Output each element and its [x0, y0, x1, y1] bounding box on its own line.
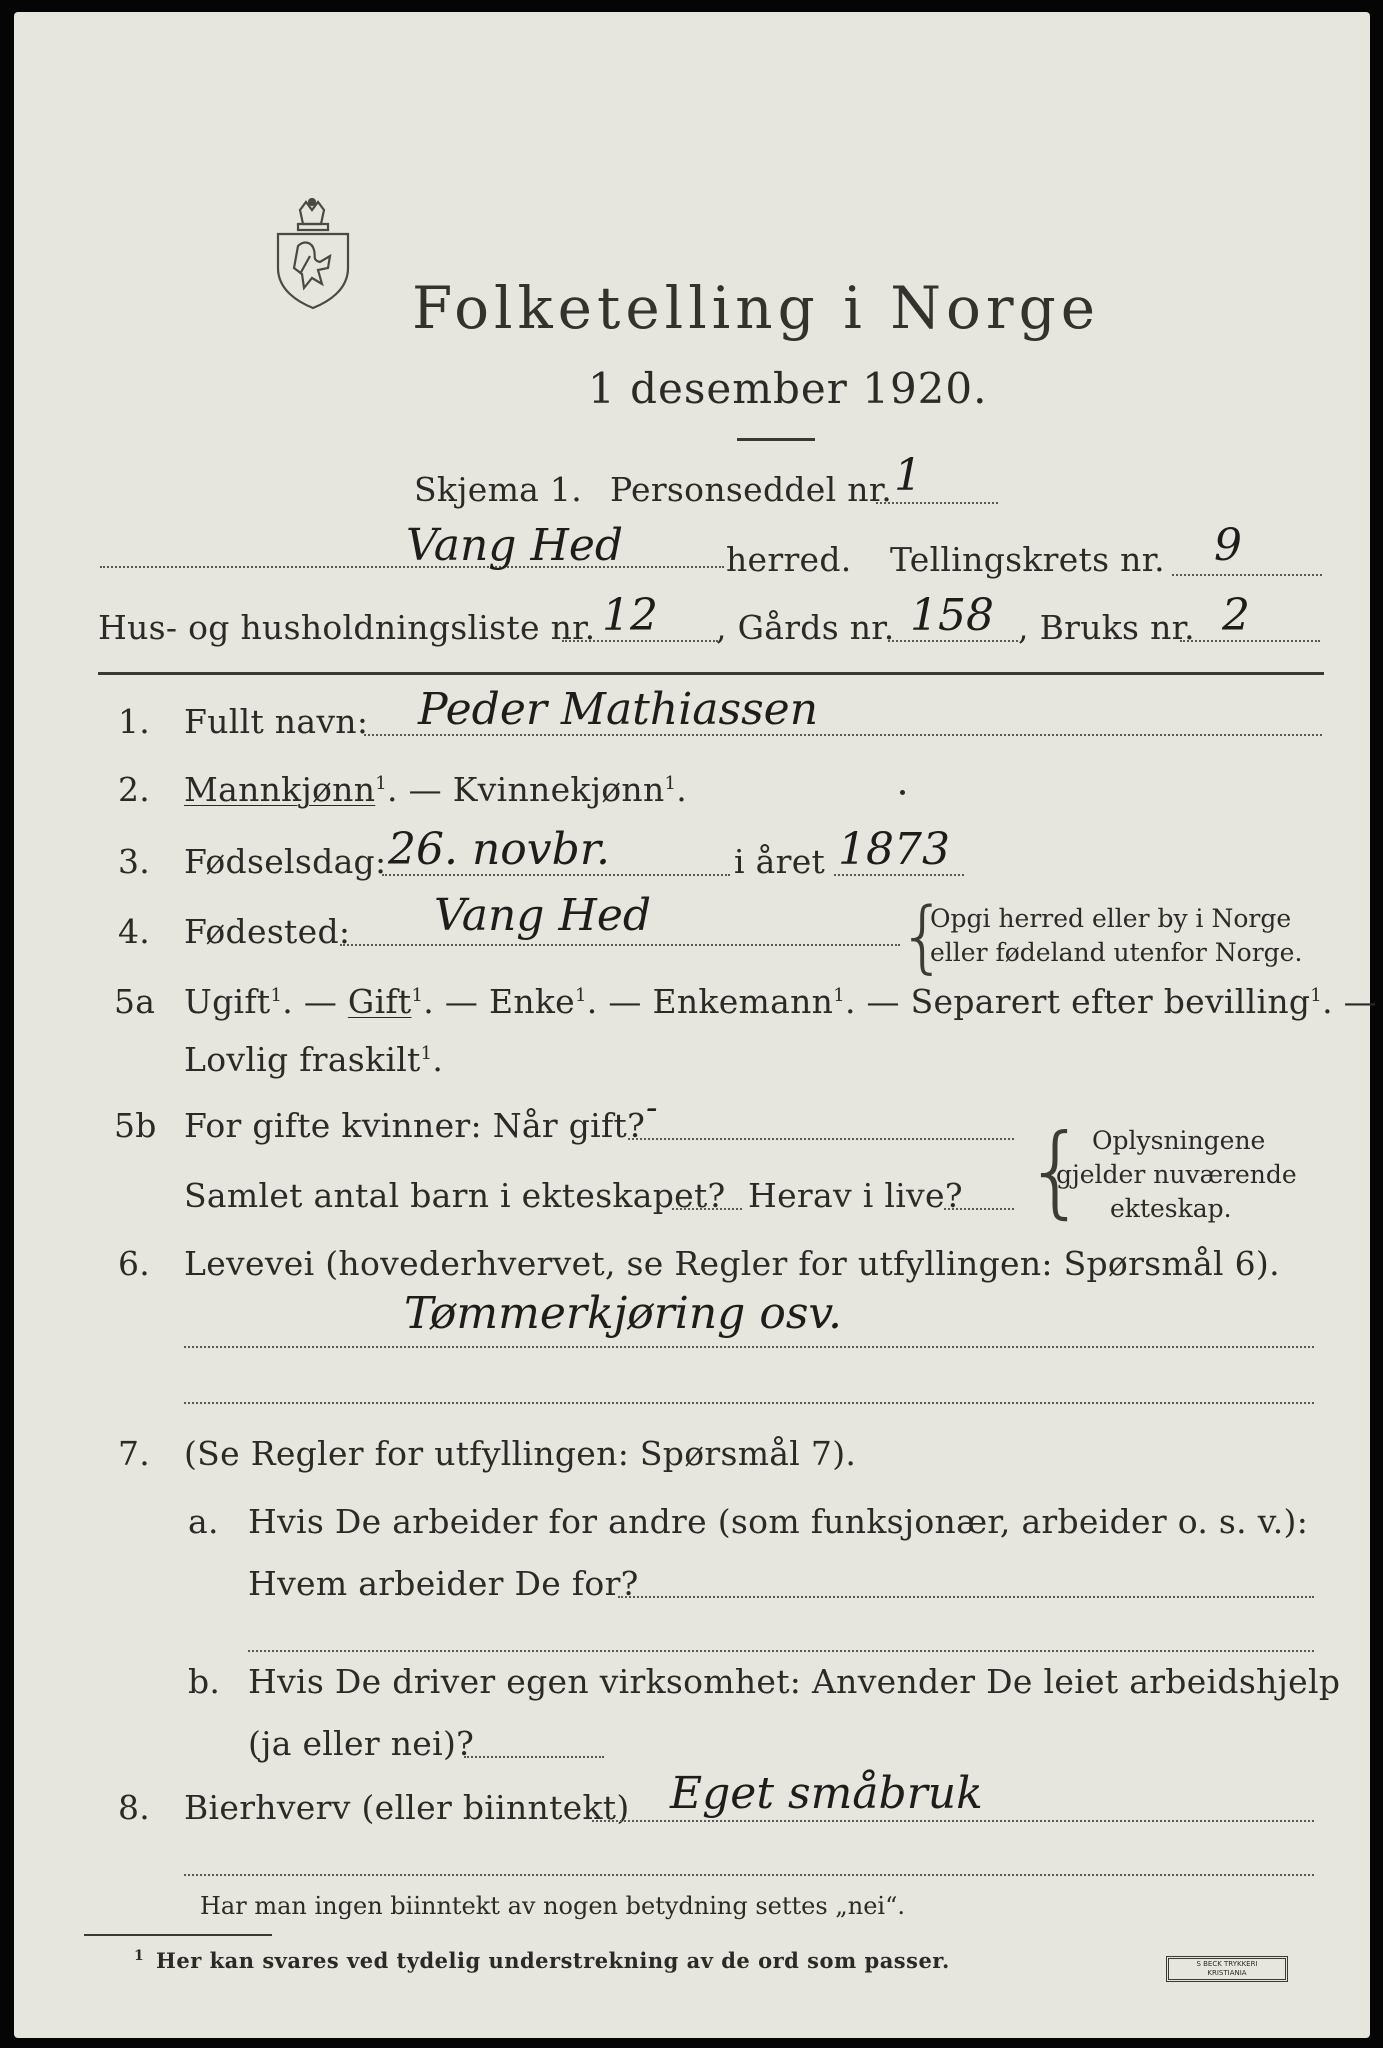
q5b-number: 5b: [114, 1106, 157, 1145]
q7b-line1: Hvis De driver egen virksomhet: Anvender De leiet arbeidshjelp: [248, 1662, 1341, 1701]
q5a-enkemann-option[interactable]: Enkemann: [652, 982, 834, 1021]
q7a-number: a.: [188, 1502, 219, 1541]
q5b-line2: [672, 1208, 742, 1210]
q5a-number: 5a: [114, 982, 156, 1021]
q7a-answer-line[interactable]: [618, 1596, 1314, 1598]
q2-options[interactable]: [184, 770, 687, 809]
herred-value[interactable]: Vang Hed: [406, 520, 624, 571]
q8-line: [592, 1820, 1314, 1822]
q5a-enke-option[interactable]: Enke: [488, 982, 576, 1021]
q5b-line3: [944, 1208, 1014, 1210]
q6-number: 6.: [118, 1244, 151, 1283]
skjema-label: Skjema 1.: [414, 470, 583, 509]
tellingskrets-line: [1172, 574, 1322, 576]
q7-label: (Se Regler for utfyllingen: Spørsmål 7).: [184, 1434, 857, 1473]
q8-value[interactable]: Eget småbruk: [670, 1768, 983, 1819]
liste-label: Hus- og husholdningsliste nr.: [98, 608, 596, 647]
stamp-line1: S BECK TRYKKERI: [1196, 1960, 1258, 1968]
section-divider: [98, 672, 1324, 675]
personseddel-label: Personseddel nr.: [610, 470, 893, 509]
gards-label: , Gårds nr.: [716, 608, 895, 647]
q5b-brace: {: [1024, 1112, 1088, 1229]
footnote-ref: 1: [664, 773, 677, 794]
q6-line2: [184, 1402, 1314, 1404]
norwegian-coat-of-arms-icon: [258, 198, 368, 310]
q4-brace: {: [898, 892, 948, 982]
q2-separator: . —: [387, 770, 453, 809]
bruks-value[interactable]: 2: [1222, 590, 1250, 641]
herred-label: herred.: [726, 540, 852, 579]
q5a-options[interactable]: Ugift$^1$. — Gift$^1$. — Enke$^1$. — Enkemann$^1$. — Separert efter bevilling$^1$. —: [184, 982, 1377, 1021]
q4-note-line1: Opgi herred eller by i Norge: [930, 904, 1292, 933]
q5b-note-line1: Oplysningene: [1092, 1126, 1266, 1155]
q6-label: Levevei (hovederhvervet, se Regler for utfyllingen: Spørsmål 6).: [184, 1244, 1280, 1283]
q7-number: 7.: [118, 1434, 151, 1473]
q5a-line2[interactable]: Lovlig fraskilt$^1$.: [184, 1040, 444, 1079]
q3-value[interactable]: 26. novbr.: [388, 824, 610, 875]
census-date: 1 desember 1920.: [588, 364, 988, 413]
census-form-page: [14, 12, 1377, 2038]
q5b-note-line2: gjelder nuværende: [1056, 1160, 1297, 1189]
q4-line: [340, 944, 900, 946]
bruks-label: , Bruks nr.: [1018, 608, 1195, 647]
footer-note: Har man ingen biinntekt av nogen betydning settes „nei“.: [200, 1892, 905, 1920]
q4-value[interactable]: Vang Hed: [434, 890, 652, 941]
q5b-label2: Samlet antal barn i ekteskapet?: [184, 1176, 726, 1215]
q8-number: 8.: [118, 1788, 151, 1827]
q3-year-value[interactable]: 1873: [838, 824, 950, 875]
q4-label: Fødested:: [184, 912, 351, 951]
personseddel-line: [876, 502, 998, 504]
form-title: Folketelling i Norge: [412, 274, 1101, 342]
q7a-answer-line2[interactable]: [248, 1650, 1314, 1652]
q5b-line1: [628, 1138, 1014, 1140]
printer-stamp: [1166, 1956, 1288, 1982]
q2-number: 2.: [118, 770, 151, 809]
q3-label: Fødselsdag:: [184, 842, 387, 881]
footnote-mark: 1: [134, 1948, 145, 1964]
q5a-ugift-option[interactable]: Ugift: [184, 982, 271, 1021]
footnote-ref: 1: [375, 773, 388, 794]
q7a-line1: Hvis De arbeider for andre (som funksjonær, arbeider o. s. v.):: [248, 1502, 1309, 1541]
q5b-value1[interactable]: -: [646, 1088, 658, 1128]
divider: [737, 438, 815, 441]
q7b-line2: (ja eller nei)?: [248, 1724, 475, 1763]
tellingskrets-value[interactable]: 9: [1214, 520, 1242, 571]
q5a-fraskilt-option[interactable]: Lovlig fraskilt: [184, 1040, 421, 1079]
personseddel-value[interactable]: 1: [894, 450, 922, 501]
q3-year-label: i året: [734, 842, 826, 881]
q7a-line2: Hvem arbeider De for?: [248, 1564, 639, 1603]
q2-mann-option[interactable]: Mannkjønn: [184, 770, 376, 809]
q1-number: 1.: [118, 702, 151, 741]
footnote-divider: [84, 1934, 272, 1936]
q7b-answer-line[interactable]: [464, 1756, 604, 1758]
q6-line1: [184, 1346, 1314, 1348]
q4-note-line2: eller fødeland utenfor Norge.: [930, 938, 1303, 967]
q5a-gift-option[interactable]: Gift: [347, 982, 412, 1021]
q4-number: 4.: [118, 912, 151, 951]
tellingskrets-label: Tellingskrets nr.: [890, 540, 1165, 579]
q3-number: 3.: [118, 842, 151, 881]
gards-value[interactable]: 158: [910, 590, 994, 641]
ink-dot: [900, 790, 905, 795]
liste-value[interactable]: 12: [602, 590, 658, 641]
q5a-separert-option[interactable]: Separert efter bevilling: [910, 982, 1311, 1021]
q6-value[interactable]: Tømmerkjøring osv.: [404, 1288, 843, 1339]
q1-value[interactable]: Peder Mathiassen: [418, 684, 819, 735]
q8-line2: [184, 1874, 1314, 1876]
q8-label: Bierhverv (eller biinntekt): [184, 1788, 630, 1827]
footnote-text: Her kan svares ved tydelig understrekning av de ord som passer.: [156, 1948, 950, 1973]
bruks-line: [1180, 640, 1320, 642]
q2-end: .: [676, 770, 688, 809]
q7b-number: b.: [188, 1662, 221, 1701]
q5b-label3: Herav i live?: [748, 1176, 963, 1215]
stamp-line2: KRISTIANIA: [1207, 1969, 1247, 1977]
q1-label: Fullt navn:: [184, 702, 369, 741]
q5b-note-line3: ekteskap.: [1110, 1194, 1232, 1223]
q5b-label1: For gifte kvinner: Når gift?: [184, 1106, 646, 1145]
q2-kvinne-option[interactable]: Kvinnekjønn: [452, 770, 665, 809]
